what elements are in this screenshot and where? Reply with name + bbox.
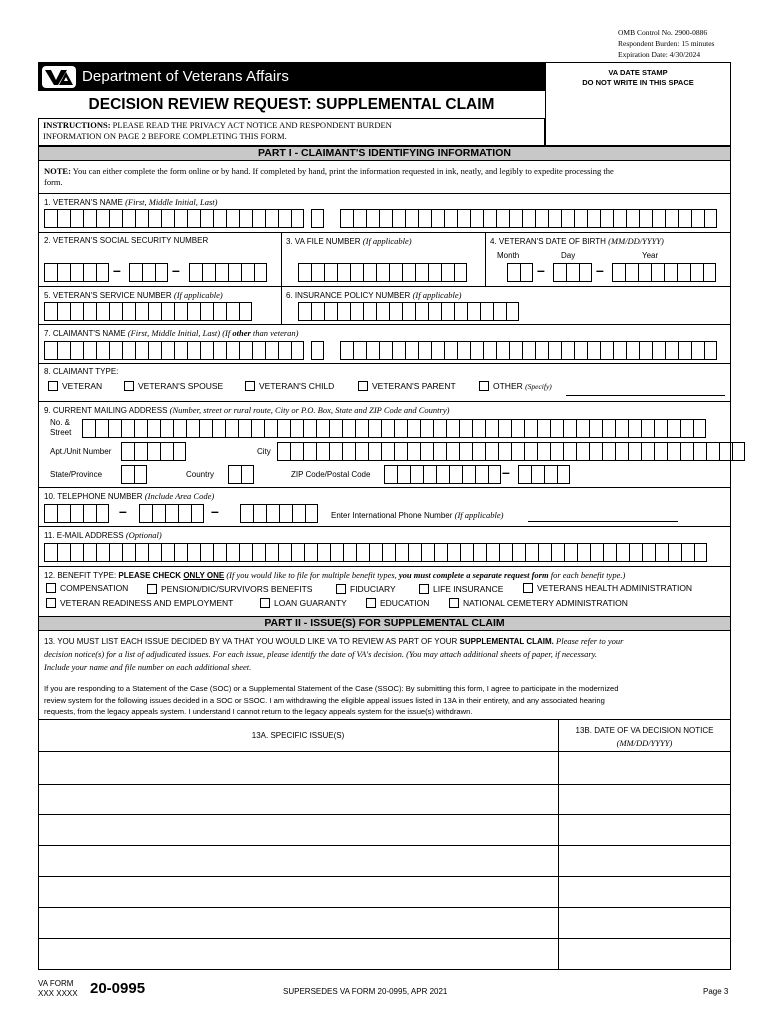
intl-phone-input[interactable] [528,521,678,522]
state-input[interactable] [121,465,147,484]
checkbox-icon [358,381,368,391]
claimant-type-veteran[interactable]: VETERAN [48,381,102,391]
service-number-input[interactable] [44,302,252,321]
checkbox-icon [366,598,376,608]
note-text-2: form. [44,177,63,187]
omb-info [618,27,714,60]
checkbox-icon [46,583,56,593]
checkbox-icon [48,381,58,391]
ssn-dash: – [113,262,121,278]
veteran-middle-initial-input[interactable] [311,209,324,228]
benefit-vha[interactable]: VETERANS HEALTH ADMINISTRATION [523,583,692,593]
field1-label: 1. VETERAN'S NAME (First, Middle Initial, Last) [44,197,218,207]
stamp-note: DO NOT WRITE IN THIS SPACE [582,78,694,87]
claimant-first-name-input[interactable] [44,341,304,360]
dob-month-input[interactable] [507,263,533,282]
col-13b-header: 13B. DATE OF VA DECISION NOTICE (MM/DD/YYYY) [575,726,714,748]
part2-frame [38,631,731,969]
insurance-policy-input[interactable] [298,302,519,321]
benefit-loan-guaranty[interactable]: LOAN GUARANTY [260,598,347,608]
claimant-middle-initial-input[interactable] [311,341,324,360]
dob-month-label: Month [497,251,520,260]
field7-label: 7. CLAIMANT'S NAME (First, Middle Initial, Last) (If other than veteran) [44,328,299,338]
part2-title-bar: PART II - ISSUE(S) FOR SUPPLEMENTAL CLAIM [38,616,731,631]
phone-area-code-input[interactable] [44,504,109,523]
benefit-life-insurance[interactable]: LIFE INSURANCE [419,584,503,594]
footer-page-number: Page 3 [703,987,729,996]
zip-dash: – [502,464,510,480]
issue-row-5[interactable] [38,907,731,908]
benefit-nca[interactable]: NATIONAL CEMETERY ADMINISTRATION [449,598,628,608]
soc-statement: If you are responding to a Statement of the Case (SOC) or a Supplemental Statement of the Case (SSOC): By submitting this form, I agree to participate in the modernized review system for the following issues decided in a SOC or SSOC. I am withdrawing the eligible appeal issues listed in 13A in their entirety, and any associated hearing requests, from the legacy appeals system. I understand I cannot return to the legacy appeals system for the issue(s) withdrawn. [44,684,619,716]
part1-title-bar: PART I - CLAIMANT'S IDENTIFYING INFORMATION [38,146,731,161]
instructions-box [38,118,545,146]
note-text: You can either complete the form online or by hand. If completed by hand, print the information requested in ink, neatly, and legibly to expedite processing the [70,166,614,176]
benefit-compensation[interactable]: COMPENSATION [46,583,128,593]
city-input[interactable] [277,442,745,461]
intl-phone-label: Enter International Phone Number (If applicable) [331,510,504,520]
expiration-date: Expiration Date: 4/30/2024 [618,50,701,59]
instructions-text: PLEASE READ THE PRIVACY ACT NOTICE AND RESPONDENT BURDEN [110,120,392,130]
checkbox-icon [147,584,157,594]
issue-row-3[interactable] [38,845,731,846]
zip-code-input[interactable] [384,465,501,484]
instructions-label: INSTRUCTIONS: [43,120,111,130]
dob-year-label: Year [642,251,659,260]
veteran-last-name-input[interactable] [340,209,717,228]
issue-row-7[interactable] [38,969,731,970]
checkbox-icon [46,598,56,608]
va-header-bar [38,62,545,91]
ssn-part3-input[interactable] [189,263,267,282]
field10-label: 10. TELEPHONE NUMBER (Include Area Code) [44,491,215,501]
zip-ext-input[interactable] [518,465,570,484]
benefit-vre[interactable]: VETERAN READINESS AND EMPLOYMENT [46,598,233,608]
email-input[interactable] [44,543,707,562]
issue-row-6[interactable] [38,938,731,939]
checkbox-icon [124,381,134,391]
field4-label: 4. VETERAN'S DATE OF BIRTH (MM/DD/YYYY) [490,236,664,246]
checkbox-icon [260,598,270,608]
claimant-type-spouse[interactable]: VETERAN'S SPOUSE [124,381,223,391]
apt-number-input[interactable] [121,442,186,461]
checkbox-icon [245,381,255,391]
benefit-fiduciary[interactable]: FIDUCIARY [336,584,396,594]
va-date-stamp-area [545,62,731,146]
form-title: DECISION REVIEW REQUEST: SUPPLEMENTAL CLAIM [88,96,495,113]
street-address-input[interactable] [82,419,706,438]
respondent-burden: Respondent Burden: 15 minutes [618,39,715,48]
dob-dash: – [537,262,545,278]
phone-dash: – [119,503,127,519]
country-input[interactable] [228,465,254,484]
benefit-education[interactable]: EDUCATION [366,598,429,608]
footer-form-number: 20-0995 [90,980,146,997]
ssn-part1-input[interactable] [44,263,109,282]
ssn-part2-input[interactable] [129,263,168,282]
footer-form-label: VA FORM XXX XXXX [38,979,78,998]
note-label: NOTE: [44,166,71,176]
issue-row-4[interactable] [38,876,731,877]
instructions-text-2: INFORMATION ON PAGE 2 BEFORE COMPLETING THIS FORM. [43,131,287,141]
field5-label: 5. VETERAN'S SERVICE NUMBER (If applicable) [44,290,223,300]
state-label: State/Province [50,470,103,479]
other-specify-input[interactable] [566,395,725,396]
city-label: City [257,447,271,456]
agency-name: Department of Veterans Affairs [82,68,290,85]
country-label: Country [186,470,215,479]
col-13a-header: 13A. SPECIFIC ISSUE(S) [251,731,345,740]
va-logo-icon [42,66,76,88]
dob-day-input[interactable] [553,263,592,282]
part1-note [44,166,729,188]
phone-prefix-input[interactable] [139,504,204,523]
ssn-dash: – [172,262,180,278]
zip-label: ZIP Code/Postal Code [291,470,371,479]
field9-label: 9. CURRENT MAILING ADDRESS (Number, street or rural route, City or P.O. Box, State and ZIP Code and Country) [44,405,450,415]
field2-label: 2. VETERAN'S SOCIAL SECURITY NUMBER [44,236,209,245]
field3-label: 3. VA FILE NUMBER (If applicable) [286,236,412,246]
checkbox-icon [419,584,429,594]
issue-row-2[interactable] [38,814,731,815]
field11-label: 11. E-MAIL ADDRESS (Optional) [44,530,162,540]
checkbox-icon [479,381,489,391]
footer-supersedes: SUPERSEDES VA FORM 20-0995, APR 2021 [283,987,448,996]
apt-label: Apt./Unit Number [50,447,112,456]
no-street-label: No. & Street [50,418,72,437]
veteran-first-name-input[interactable] [44,209,304,228]
claimant-type-child[interactable]: VETERAN'S CHILD [245,381,334,391]
field6-label: 6. INSURANCE POLICY NUMBER (If applicable) [286,290,462,300]
claimant-last-name-input[interactable] [340,341,717,360]
phone-line-input[interactable] [240,504,318,523]
omb-control-number: OMB Control No. 2900-0886 [618,28,708,37]
benefit-pension[interactable]: PENSION/DIC/SURVIVORS BENEFITS [147,584,312,594]
field13-label: 13. YOU MUST LIST EACH ISSUE DECIDED BY VA THAT YOU WOULD LIKE VA TO REVIEW AS PART OF YOUR SUPPLEMENTAL CLAIM. Please refer to your decision notice(s) for a list of adjudicated issues. For each issue, please identify the date of VA's decision. (You may attach additional sheets of paper, if necessary. Include your name and file number on each additional sheet. [44,636,624,672]
field12-label: 12. BENEFIT TYPE: PLEASE CHECK ONLY ONE (If you would like to file for multiple benefit types, you must complete a separate request form for each benefit type.) [44,570,626,580]
va-file-number-input[interactable] [298,263,467,282]
dob-dash: – [596,262,604,278]
dob-year-input[interactable] [612,263,716,282]
phone-dash: – [211,503,219,519]
issue-row-1[interactable] [38,784,731,785]
dob-day-label: Day [561,251,576,260]
checkbox-icon [336,584,346,594]
stamp-title: VA DATE STAMP [608,68,668,77]
field8-label: 8. CLAIMANT TYPE: [44,367,119,376]
claimant-type-parent[interactable]: VETERAN'S PARENT [358,381,456,391]
checkbox-icon [449,598,459,608]
checkbox-icon [523,583,533,593]
claimant-type-other[interactable]: OTHER (Specify) [479,381,552,391]
